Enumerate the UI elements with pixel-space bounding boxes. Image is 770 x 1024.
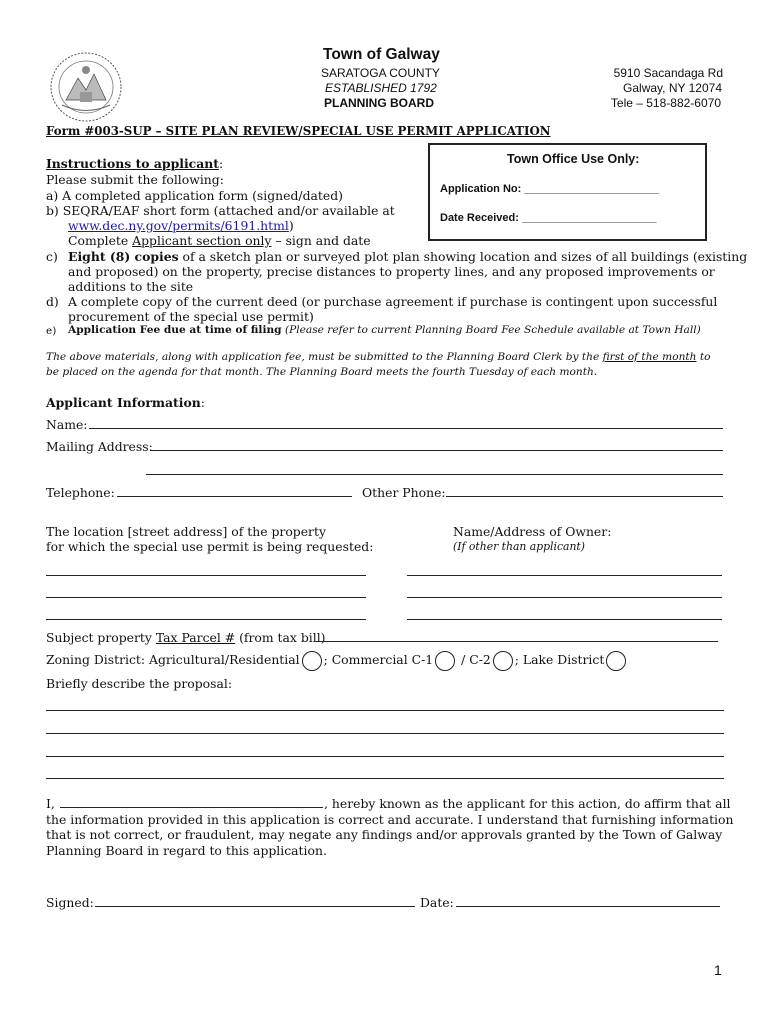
address-line-1: 5910 Sacandaga Rd bbox=[613, 66, 723, 80]
commercial-c2-checkbox[interactable] bbox=[493, 651, 513, 671]
affirm-i: I, bbox=[46, 796, 55, 811]
established-text: ESTABLISHED 1792 bbox=[325, 81, 437, 95]
applicant-name-affirm-field[interactable] bbox=[60, 807, 323, 808]
property-location-field-1[interactable] bbox=[46, 575, 366, 576]
item-e-label: e) bbox=[46, 325, 57, 337]
item-c-label: c) bbox=[46, 249, 58, 264]
item-a: a) A completed application form (signed/dated) bbox=[46, 188, 343, 203]
proposal-field-2[interactable] bbox=[46, 733, 724, 734]
item-b-complete: Complete Applicant section only – sign and date bbox=[68, 233, 371, 248]
town-seal bbox=[48, 50, 124, 124]
tax-parcel-label: Subject property Tax Parcel # (from tax bill) bbox=[46, 630, 326, 645]
form-title: Form #003-SUP – SITE PLAN REVIEW/SPECIAL USE PERMIT APPLICATION bbox=[46, 124, 551, 138]
item-c-line2: and proposed) on the property, precise distances to property lines, and any proposed improvements or bbox=[68, 264, 715, 279]
zoning-row: Zoning District: Agricultural/Residential ; Commercial C-1 / C-2 ; Lake District bbox=[46, 649, 628, 671]
item-c-line3: additions to the site bbox=[68, 279, 194, 294]
proposal-field-3[interactable] bbox=[46, 756, 724, 757]
affirm-line-3: that is not correct, or fraudulent, may negate any findings and/or approvals granted by the Town of Galway bbox=[46, 827, 723, 842]
proposal-field-1[interactable] bbox=[46, 710, 724, 711]
tax-parcel-field[interactable] bbox=[316, 641, 718, 642]
item-d-label: d) bbox=[46, 294, 59, 309]
owner-label: Name/Address of Owner: bbox=[453, 524, 612, 539]
date-label: Date: bbox=[420, 895, 454, 910]
county-name: SARATOGA COUNTY bbox=[321, 66, 440, 80]
date-received-field[interactable]: Date Received: ______________________ bbox=[440, 212, 657, 224]
location-label-1: The location [street address] of the property bbox=[46, 524, 326, 539]
agricultural-residential-checkbox[interactable] bbox=[302, 651, 322, 671]
signed-label: Signed: bbox=[46, 895, 94, 910]
owner-sublabel: (If other than applicant) bbox=[453, 540, 585, 553]
affirm-line-1: , hereby known as the applicant for this action, do affirm that all bbox=[324, 796, 731, 811]
date-field[interactable] bbox=[456, 906, 720, 907]
item-b-link-line: www.dec.ny.gov/permits/6191.html) bbox=[68, 218, 294, 233]
affirm-line-4: Planning Board in regard to this application. bbox=[46, 843, 327, 858]
application-no-field[interactable]: Application No: ______________________ bbox=[440, 183, 659, 195]
property-location-field-3[interactable] bbox=[46, 619, 366, 620]
submission-notice-line2: be placed on the agenda for that month. The Planning Board meets the fourth Tuesday of each month. bbox=[46, 366, 598, 378]
phone-number: Tele – 518-882-6070 bbox=[610, 96, 721, 110]
signature-field[interactable] bbox=[95, 906, 415, 907]
mailing-address-label: Mailing Address: bbox=[46, 439, 153, 454]
item-e-line: Application Fee due at time of filing (Please refer to current Planning Board Fee Schedule available at Town Hall) bbox=[68, 324, 701, 336]
instructions-intro: Please submit the following: bbox=[46, 172, 224, 187]
dec-permits-link[interactable]: www.dec.ny.gov/permits/6191.html bbox=[68, 218, 289, 233]
item-c-line1: Eight (8) copies of a sketch plan or surveyed plot plan showing location and sizes of all buildings (existing bbox=[68, 249, 748, 264]
office-use-box bbox=[428, 143, 707, 241]
proposal-label: Briefly describe the proposal: bbox=[46, 676, 232, 691]
property-location-field-2[interactable] bbox=[46, 597, 366, 598]
location-label-2: for which the special use permit is being requested: bbox=[46, 539, 374, 554]
instructions-heading: Instructions to applicant: bbox=[46, 156, 224, 171]
name-label: Name: bbox=[46, 417, 88, 432]
office-use-title: Town Office Use Only: bbox=[507, 152, 640, 166]
planning-board-text: PLANNING BOARD bbox=[324, 96, 434, 110]
owner-address-field-1[interactable] bbox=[407, 575, 722, 576]
item-d-line2: procurement of the special use permit) bbox=[68, 309, 314, 324]
other-phone-field[interactable] bbox=[446, 496, 723, 497]
page-number: 1 bbox=[714, 962, 722, 978]
name-field[interactable] bbox=[89, 428, 723, 429]
owner-address-field-3[interactable] bbox=[407, 619, 722, 620]
submission-notice-line1: The above materials, along with application fee, must be submitted to the Planning Board Clerk by the first of the month to bbox=[46, 351, 711, 363]
owner-address-field-2[interactable] bbox=[407, 597, 722, 598]
mailing-address-field-2[interactable] bbox=[146, 474, 723, 475]
telephone-label: Telephone: bbox=[46, 485, 115, 500]
town-name: Town of Galway bbox=[323, 46, 440, 63]
commercial-c1-checkbox[interactable] bbox=[435, 651, 455, 671]
applicant-heading: Applicant Information: bbox=[46, 395, 205, 410]
affirm-line-2: the information provided in this application is correct and accurate. I understand that furnishing information bbox=[46, 812, 734, 827]
lake-district-checkbox[interactable] bbox=[606, 651, 626, 671]
proposal-field-4[interactable] bbox=[46, 778, 724, 779]
item-b: b) SEQRA/EAF short form (attached and/or available at bbox=[46, 203, 395, 218]
mailing-address-field[interactable] bbox=[150, 450, 723, 451]
item-d-line1: A complete copy of the current deed (or purchase agreement if purchase is contingent upon successful bbox=[68, 294, 718, 309]
other-phone-label: Other Phone: bbox=[362, 485, 446, 500]
telephone-field[interactable] bbox=[117, 496, 352, 497]
address-line-2: Galway, NY 12074 bbox=[623, 81, 722, 95]
